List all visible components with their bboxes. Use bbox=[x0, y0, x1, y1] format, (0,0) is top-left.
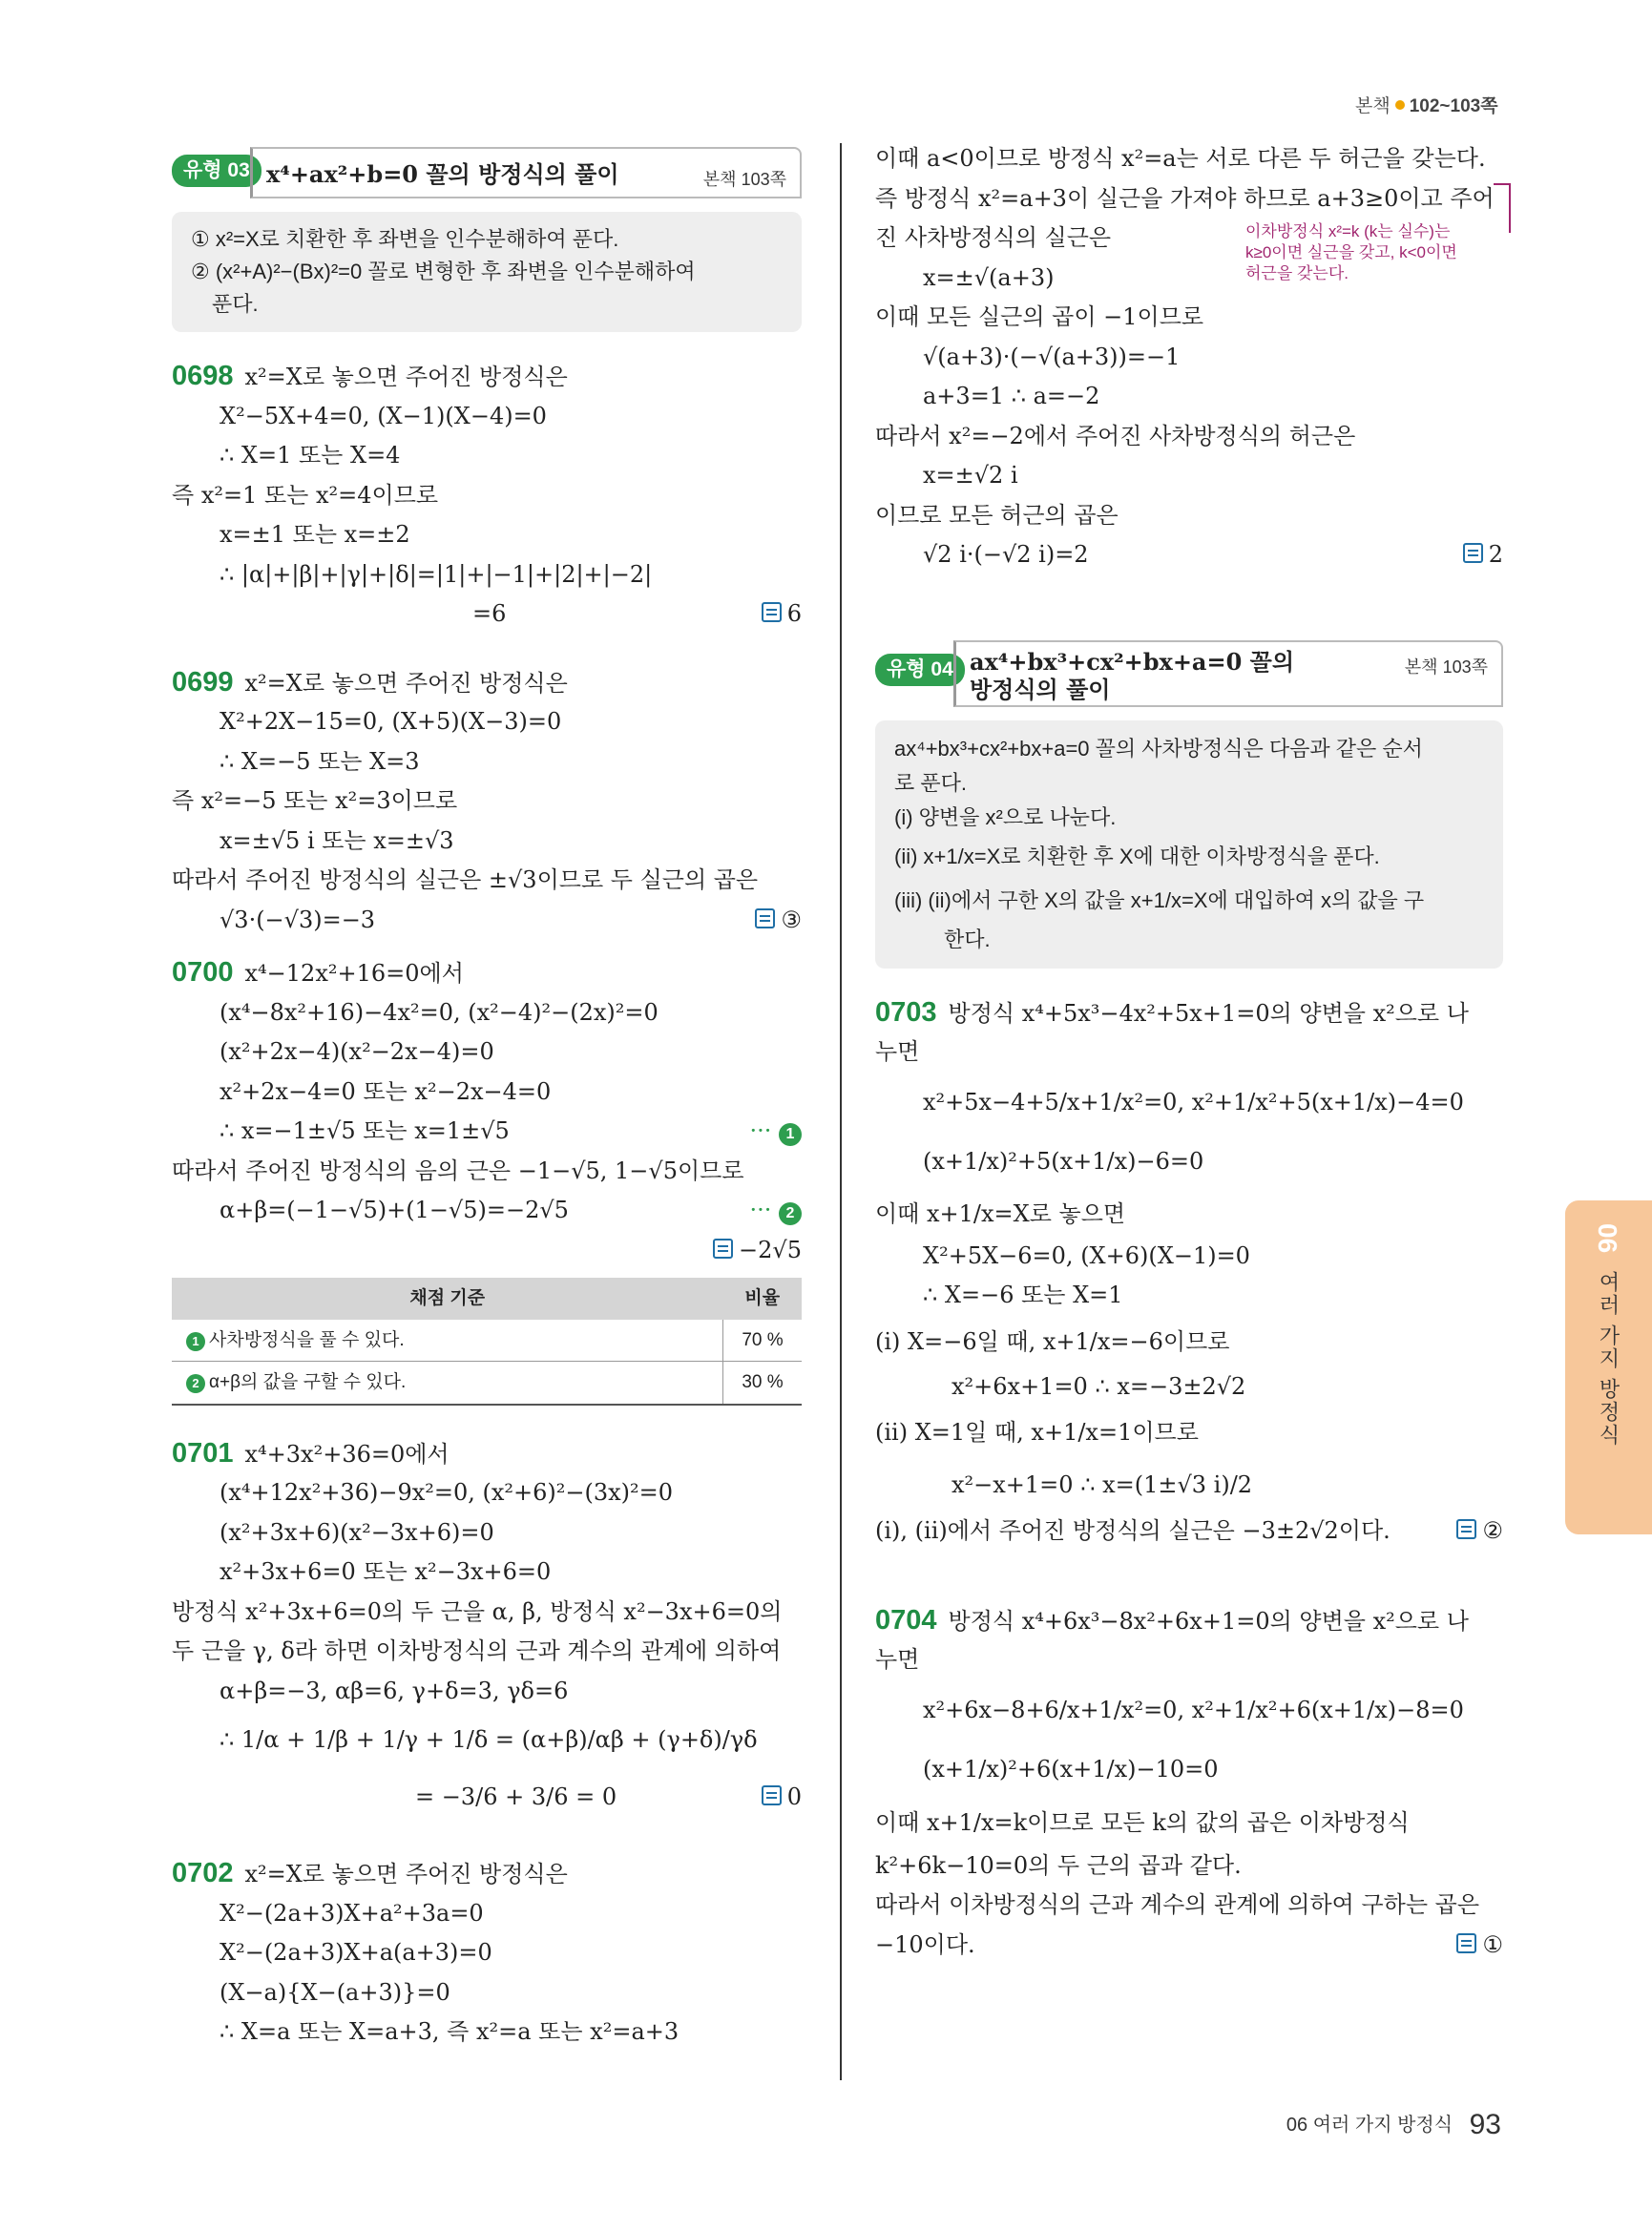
solution-line: X²+5X−6=0, (X+6)(X−1)=0 bbox=[923, 1241, 1250, 1269]
solution-line: √(a+3)·(−√(a+3))=−1 bbox=[923, 343, 1181, 370]
type-ref: 본책 103쪽 bbox=[1404, 657, 1488, 677]
page-number: 93 bbox=[1469, 2109, 1501, 2140]
solution-line: 진 사차방정식의 실근은 bbox=[875, 224, 1112, 251]
problem-0700 bbox=[172, 953, 802, 1270]
solution-line: =6 bbox=[472, 600, 507, 627]
solution-line: 따라서 주어진 방정식의 음의 근은 −1−√5, 1−√5이므로 bbox=[172, 1157, 744, 1184]
chapter-number: 06 bbox=[1593, 1223, 1622, 1254]
tip-line: ② (x²+A)²−(Bx)²=0 꼴로 변형한 후 좌변을 인수분해하여 bbox=[191, 260, 696, 283]
solution-line: x⁴−12x²+16=0에서 bbox=[244, 960, 464, 987]
solution-line: X²+2X−15=0, (X+5)(X−3)=0 bbox=[220, 708, 562, 735]
solution-line: α+β=(−1−√5)+(1−√5)=−2√5 bbox=[220, 1197, 569, 1223]
page-reference: 본책 102~103쪽 bbox=[1355, 96, 1498, 116]
solution-line: x²=X로 놓으면 주어진 방정식은 bbox=[244, 364, 568, 390]
type-title: x⁴+ax²+b=0 꼴의 방정식의 풀이 bbox=[266, 160, 619, 188]
solution-line: X²−(2a+3)X+a(a+3)=0 bbox=[220, 1939, 492, 1966]
tip-line: ① x²=X로 치환한 후 좌변을 인수분해하여 푼다. bbox=[191, 227, 619, 251]
tip-line: (ii) x+1/x=X로 치환한 후 X에 대한 이차방정식을 푼다. bbox=[894, 844, 1380, 868]
answer-icon bbox=[755, 908, 775, 928]
step-marker-2: ··· 2 bbox=[749, 1191, 802, 1231]
type-badge: 유형 04 bbox=[875, 654, 965, 686]
tip-line: 한다. bbox=[944, 927, 991, 951]
solution-line: ∴ 1/α + 1/β + 1/γ + 1/δ = (α+β)/αβ + (γ+δ)/γδ bbox=[220, 1726, 758, 1753]
answer: −2√5 bbox=[713, 1231, 802, 1271]
problem-0703 bbox=[875, 993, 1503, 1552]
solution-line: 방정식 x⁴+5x³−4x²+5x+1=0의 양변을 x²으로 나 bbox=[948, 999, 1469, 1027]
solution-line: x²=X로 놓으면 주어진 방정식은 bbox=[244, 669, 568, 697]
solution-line: ∴ X=1 또는 X=4 bbox=[220, 442, 401, 469]
answer: ② bbox=[1456, 1512, 1503, 1552]
problem-number: 0704 bbox=[875, 1604, 937, 1636]
type-title: 방정식의 풀이 bbox=[970, 675, 1111, 703]
problem-0701 bbox=[172, 1434, 802, 1826]
solution-line: 이때 a<0이므로 방정식 x²=a는 서로 다른 두 허근을 갖는다. bbox=[875, 145, 1486, 172]
solution-line: x²+2x−4=0 또는 x²−2x−4=0 bbox=[220, 1077, 552, 1105]
solution-line: (x⁴−8x²+16)−4x²=0, (x²−4)²−(2x)²=0 bbox=[220, 998, 659, 1026]
problem-number: 0698 bbox=[172, 361, 234, 391]
type-badge: 유형 03 bbox=[172, 155, 261, 187]
type-ref: 본책 103쪽 bbox=[702, 170, 786, 189]
answer-icon bbox=[1456, 1519, 1476, 1539]
problem-number: 0703 bbox=[875, 996, 937, 1028]
solution-line: x²+6x+1=0 ∴ x=−3±2√2 bbox=[951, 1372, 1246, 1400]
problem-number: 0702 bbox=[172, 1858, 234, 1888]
solution-line: x²+5x−4+5/x+1/x²=0, x²+1/x²+5(x+1/x)−4=0 bbox=[923, 1088, 1464, 1116]
problem-0702 bbox=[172, 1854, 802, 2053]
solution-line: ∴ |α|+|β|+|γ|+|δ|=|1|+|−1|+|2|+|−2| bbox=[220, 560, 653, 588]
solution-line: (ii) X=1일 때, x+1/x=1이므로 bbox=[875, 1419, 1199, 1446]
answer-icon bbox=[713, 1239, 733, 1259]
solution-line: x=±1 또는 x=±2 bbox=[220, 521, 410, 548]
solution-line: 즉 방정식 x²=a+3이 실근을 가져야 하므로 a+3≥0이고 주어 bbox=[875, 184, 1495, 212]
answer-icon bbox=[1456, 1933, 1476, 1953]
grading-header: 비율 bbox=[723, 1278, 803, 1320]
solution-line: −10이다. bbox=[875, 1930, 975, 1958]
tip-box bbox=[875, 720, 1503, 969]
solution-line: 방정식 x⁴+6x³−8x²+6x+1=0의 양변을 x²으로 나 bbox=[948, 1607, 1469, 1635]
solution-line: x²+3x+6=0 또는 x²−3x+6=0 bbox=[220, 1558, 552, 1585]
solution-line: X²−(2a+3)X+a²+3a=0 bbox=[220, 1899, 484, 1927]
solution-line: x²=X로 놓으면 주어진 방정식은 bbox=[244, 1861, 568, 1887]
table-row: 1 사차방정식을 풀 수 있다. 70 % bbox=[172, 1320, 802, 1362]
solution-line: k²+6k−10=0의 두 근의 곱과 같다. bbox=[875, 1851, 1242, 1879]
grading-table bbox=[172, 1278, 802, 1406]
page-footer bbox=[1286, 2109, 1501, 2141]
answer-icon bbox=[1463, 543, 1483, 563]
answer: 2 bbox=[1463, 535, 1503, 575]
chapter-title: 여러 가지 방정식 bbox=[1597, 1271, 1621, 1448]
solution-line: 따라서 x²=−2에서 주어진 사차방정식의 허근은 bbox=[875, 422, 1356, 449]
problem-0698 bbox=[172, 357, 802, 635]
tip-line: 로 푼다. bbox=[894, 770, 967, 795]
solution-line: x=±√2 i bbox=[923, 462, 1018, 489]
answer: 0 bbox=[762, 1768, 802, 1825]
solution-line: (x+1/x)²+6(x+1/x)−10=0 bbox=[923, 1755, 1219, 1783]
solution-line: (i), (ii)에서 주어진 방정식의 실근은 −3±2√2이다. bbox=[875, 1517, 1391, 1544]
solution-line: 즉 x²=−5 또는 x²=3이므로 bbox=[172, 787, 458, 814]
solution-line: √3·(−√3)=−3 bbox=[220, 906, 376, 933]
type-04-header bbox=[875, 640, 1503, 707]
tip-line: (i) 양변을 x²으로 나눈다. bbox=[894, 804, 1117, 829]
solution-line: 이때 x+1/x=X로 놓으면 bbox=[875, 1199, 1126, 1227]
solution-line: x=±√(a+3) bbox=[923, 263, 1055, 291]
tip-line: (iii) (ii)에서 구한 X의 값을 x+1/x=X에 대입하여 x의 값을 구 bbox=[894, 887, 1425, 912]
tip-line: ax⁴+bx³+cx²+bx+a=0 꼴의 사차방정식은 다음과 같은 순서 bbox=[894, 736, 1423, 761]
solution-line: 이때 x+1/x=k이므로 모든 k의 값의 곱은 이차방정식 bbox=[875, 1808, 1410, 1836]
solution-line: α+β=−3, αβ=6, γ+δ=3, γδ=6 bbox=[220, 1677, 569, 1704]
problem-number: 0701 bbox=[172, 1437, 234, 1469]
footer-chapter: 06 여러 가지 방정식 bbox=[1286, 2115, 1453, 2136]
solution-line: (x+1/x)²+5(x+1/x)−6=0 bbox=[923, 1147, 1204, 1175]
solution-line: = −3/6 + 3/6 = 0 bbox=[415, 1783, 617, 1810]
answer-icon bbox=[762, 1785, 782, 1805]
type-frame bbox=[250, 147, 802, 198]
solution-line: (X−a){X−(a+3)}=0 bbox=[220, 1978, 450, 2006]
column-divider bbox=[840, 143, 842, 2080]
answer: ③ bbox=[755, 901, 802, 941]
margin-note: 이차방정식 x²=k (k는 실수)는 k≥0이면 실근을 갖고, k<0이면 허근을 갖는다. bbox=[1245, 222, 1457, 282]
solution-line: a+3=1 ∴ a=−2 bbox=[923, 383, 1100, 409]
problem-0702-continued bbox=[875, 139, 1503, 575]
solution-line: x²−x+1=0 ∴ x=(1±√3 i)/2 bbox=[951, 1471, 1253, 1498]
solution-line: (i) X=−6일 때, x+1/x=−6이므로 bbox=[875, 1327, 1230, 1355]
problem-0704 bbox=[875, 1601, 1503, 1966]
solution-line: ∴ X=−6 또는 X=1 bbox=[923, 1282, 1123, 1308]
chapter-side-tab[interactable] bbox=[1565, 1200, 1652, 1534]
solution-line: x²+6x−8+6/x+1/x²=0, x²+1/x²+6(x+1/x)−8=0 bbox=[923, 1696, 1464, 1723]
solution-line: X²−5X+4=0, (X−1)(X−4)=0 bbox=[220, 402, 547, 429]
problem-number: 0700 bbox=[172, 957, 234, 988]
solution-line: (x⁴+12x²+36)−9x²=0, (x²+6)²−(3x)²=0 bbox=[220, 1479, 674, 1506]
tip-box bbox=[172, 212, 802, 332]
solution-line: 즉 x²=1 또는 x²=4이므로 bbox=[172, 481, 439, 509]
solution-line: 누면 bbox=[875, 1038, 920, 1065]
right-column bbox=[875, 139, 1503, 1965]
step-marker-1: ··· 1 bbox=[749, 1112, 802, 1152]
grading-header: 채점 기준 bbox=[172, 1278, 723, 1320]
solution-line: 두 근을 γ, δ라 하면 이차방정식의 근과 계수의 관계에 의하여 bbox=[172, 1637, 782, 1664]
solution-line: ∴ X=−5 또는 X=3 bbox=[220, 747, 420, 775]
solution-line: x=±√5 i 또는 x=±√3 bbox=[220, 826, 454, 854]
problem-0699 bbox=[172, 663, 802, 941]
solution-line: x⁴+3x²+36=0에서 bbox=[244, 1440, 450, 1468]
type-03-header bbox=[172, 147, 802, 198]
left-column bbox=[172, 143, 802, 2053]
solution-line: √2 i·(−√2 i)=2 bbox=[923, 541, 1089, 568]
tip-line: 푼다. bbox=[212, 292, 259, 316]
solution-line: 방정식 x²+3x+6=0의 두 근을 α, β, 방정식 x²−3x+6=0의 bbox=[172, 1597, 783, 1625]
solution-line: (x²+2x−4)(x²−2x−4)=0 bbox=[220, 1038, 494, 1065]
solution-line: 누면 bbox=[875, 1646, 920, 1673]
type-title: ax⁴+bx³+cx²+bx+a=0 꼴의 bbox=[970, 647, 1295, 676]
bullet-icon bbox=[1395, 100, 1405, 110]
table-row: 2 α+β의 값을 구할 수 있다. 30 % bbox=[172, 1362, 802, 1405]
solution-line: ∴ X=a 또는 X=a+3, 즉 x²=a 또는 x²=a+3 bbox=[220, 2018, 680, 2045]
type-frame bbox=[953, 640, 1503, 707]
solution-line: ∴ x=−1±√5 또는 x=1±√5 bbox=[220, 1117, 510, 1144]
problem-number: 0699 bbox=[172, 666, 234, 698]
answer-icon bbox=[762, 602, 782, 622]
solution-line: 이때 모든 실근의 곱이 −1이므로 bbox=[875, 303, 1204, 330]
solution-line: (x²+3x+6)(x²−3x+6)=0 bbox=[220, 1518, 494, 1546]
solution-line: 따라서 주어진 방정식의 실근은 ±√3이므로 두 실근의 곱은 bbox=[172, 866, 759, 893]
solution-line: 따라서 이차방정식의 근과 계수의 관계에 의하여 구하는 곱은 bbox=[875, 1891, 1480, 1918]
answer: ① bbox=[1456, 1926, 1503, 1966]
solution-line: 이므로 모든 허근의 곱은 bbox=[875, 501, 1119, 529]
answer: 6 bbox=[762, 594, 802, 635]
